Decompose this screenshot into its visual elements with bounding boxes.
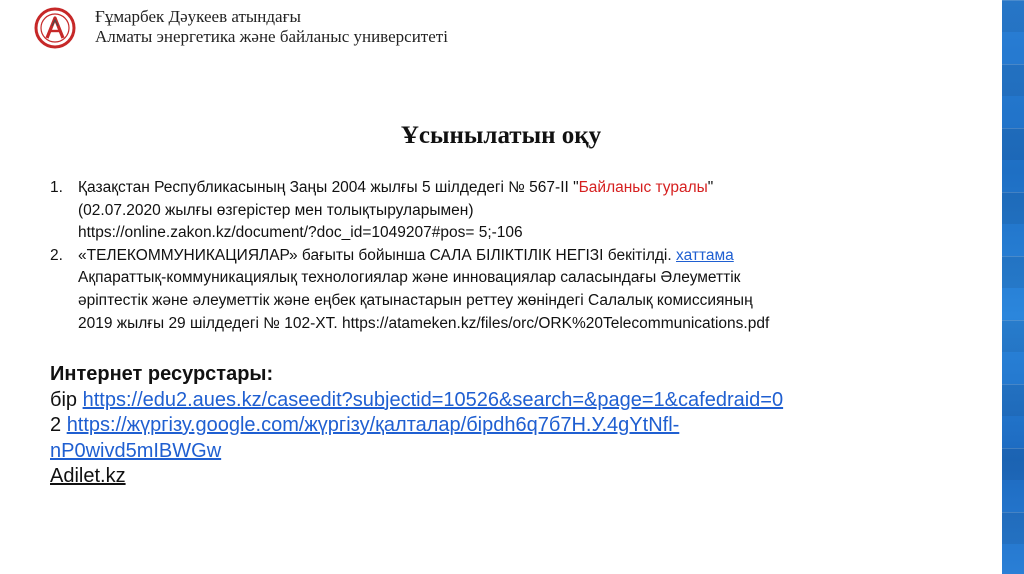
list-item-number: 1. bbox=[50, 179, 63, 196]
resource-item bbox=[50, 388, 970, 414]
university-name bbox=[95, 7, 448, 47]
law-title-highlight: Байланыс туралы bbox=[578, 179, 708, 196]
decorative-side-band bbox=[1002, 0, 1024, 574]
resources-heading: Интернет ресурстары: bbox=[50, 363, 274, 385]
list-item-number: 2. bbox=[50, 246, 63, 264]
google-drive-link[interactable]: https://жүргізу.google.com/жүргізу/қалталар/бірdh6q7б7H.У.4gYtNfl- bbox=[66, 414, 680, 436]
university-name-line1: Ғұмарбек Дәукеев атындағы bbox=[95, 7, 301, 26]
resource-item bbox=[50, 413, 970, 439]
list-item-line: 2019 жылғы 29 шілдедегі № 102-ХТ. https://atameken.kz/files/orc/ORK%20Telecommunications.pdf bbox=[78, 314, 770, 332]
list-item-line: (02.07.2020 жылғы өзгерістер мен толықтыруларымен) bbox=[78, 201, 474, 219]
slide-title: Ұсынылатын оқу bbox=[400, 122, 602, 149]
google-drive-link-continued[interactable]: nP0wivd5mIBWGw bbox=[50, 439, 222, 462]
university-logo-icon bbox=[33, 7, 77, 49]
list-item-text-end: " bbox=[707, 179, 714, 196]
resource-prefix: 2 bbox=[50, 414, 62, 436]
resource-prefix: бір bbox=[50, 388, 78, 411]
protocol-link[interactable]: хаттама bbox=[676, 246, 734, 264]
list-item-text: Қазақстан Республикасының Заңы 2004 жылғы 5 шілдедегі № 567-II " bbox=[78, 179, 579, 196]
list-item bbox=[50, 245, 960, 335]
list-item-line: әріптестік және әлеуметтік және еңбек қатынастарын реттеу жөніндегі Салалық комиссияның bbox=[78, 291, 753, 309]
list-item-line bbox=[78, 177, 960, 200]
adilet-link[interactable]: Adilet.kz bbox=[50, 465, 126, 487]
reading-list bbox=[50, 177, 960, 335]
university-name-line2: Алматы энергетика және байланыс университеті bbox=[95, 27, 448, 46]
resource-item bbox=[50, 464, 970, 490]
resource-item-continued bbox=[50, 439, 970, 465]
list-item-line: Ақпараттық-коммуникациялық технологиялар және инновациялар саласындағы Әлеуметтік bbox=[78, 269, 741, 287]
list-item-text: «ТЕЛЕКОММУНИКАЦИЯЛАР» бағыты бойынша САЛА БІЛІКТІЛІК НЕГІЗІ бекітілді. bbox=[78, 246, 672, 264]
list-item-line bbox=[78, 245, 960, 268]
list-item bbox=[50, 177, 960, 245]
internet-resources bbox=[50, 362, 970, 490]
list-item-url: https://online.zakon.kz/document/?doc_id=1049207#pos= 5;-106 bbox=[78, 224, 523, 242]
edu2-link[interactable]: https://edu2.aues.kz/caseedit?subjectid=10526&search=&page=1&cafedraid=0 bbox=[82, 388, 784, 411]
